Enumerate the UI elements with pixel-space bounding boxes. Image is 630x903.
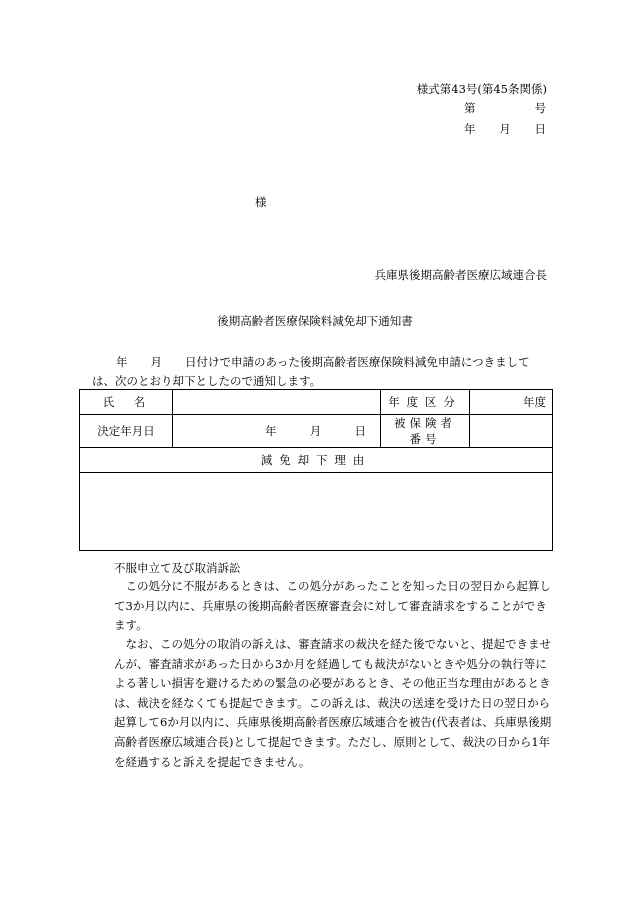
form-number: 様式第43号(第45条関係) <box>416 82 547 96</box>
issue-date-day: 日 <box>534 122 546 136</box>
intro-line-1: 年 月 日付けで申請のあった後期高齢者医療保険料減免申請につきまして <box>116 355 530 369</box>
issue-date-year: 年 <box>464 122 476 136</box>
fiscal-year-class-label-cell <box>381 390 470 415</box>
insured-number-label-cell <box>381 415 470 448</box>
document-title: 後期高齢者医療保険料減免却下通知書 <box>217 314 413 328</box>
insured-number-label: 被保険者番号 <box>393 416 457 446</box>
addressee-suffix: 様 <box>255 195 267 209</box>
document-number-row <box>464 100 546 116</box>
appeal-paragraph-1: この処分に不服があるときは、この処分があったことを知った日の翌日から起算して3か月以内に、兵庫県の後期高齢者医療審査会に対して審査請求をすることができます。 <box>114 579 551 633</box>
table-row <box>80 415 553 448</box>
decision-year: 年 <box>265 424 277 438</box>
issue-date-row <box>464 121 546 137</box>
reason-header: 減免却下理由 <box>260 453 372 467</box>
decision-month: 月 <box>309 424 322 438</box>
fiscal-year-value-cell <box>470 390 553 415</box>
decision-date-label: 決定年月日 <box>97 424 155 438</box>
fiscal-year-suffix: 年度 <box>523 395 546 409</box>
decision-day: 日 <box>354 424 366 438</box>
issue-date-month: 月 <box>499 122 511 136</box>
doc-number-suffix: 号 <box>534 101 546 115</box>
issuer-name: 兵庫県後期高齢者医療広域連合長 <box>374 268 547 282</box>
decision-date-label-cell <box>80 415 173 448</box>
table-row <box>80 473 553 551</box>
table-row <box>80 448 553 473</box>
name-label-cell <box>80 390 173 415</box>
appeal-paragraph-2: なお、この処分の取消の訴えは、審査請求の裁決を経た後でないと、提起できませんが、審査請求があった日から3か月を経過しても裁決がないときや処分の執行等による著しい損害を避けるための緊急の必要があるとき、その他正当な理由があるときは、裁決を経なくても提起できます。この訴えは、裁決の送達を受けた日の翌日から起算して6か月以内に、兵庫県後期高齢者医療広域連合を被告(代表者は、兵庫県後期高齢者医療広域連合長)として提起できます。ただし、原則として、裁決の日から1年を経過すると訴えを提起できません。 <box>114 637 552 769</box>
table-row <box>80 390 553 415</box>
intro-line-2: は、次のとおり却下としたので通知します。 <box>92 374 322 388</box>
name-value-cell <box>173 390 381 415</box>
insured-number-value-cell <box>470 415 553 448</box>
fiscal-year-class-label: 年度区分 <box>388 395 462 409</box>
decision-date-value-cell <box>173 415 381 448</box>
reason-body-cell <box>80 473 553 551</box>
appeal-heading: 不服申立て及び取消訴訟 <box>114 561 241 575</box>
name-label: 氏 名 <box>102 395 150 409</box>
doc-number-prefix: 第 <box>464 101 476 115</box>
reason-header-cell <box>80 448 553 473</box>
notice-info-table <box>79 389 553 551</box>
